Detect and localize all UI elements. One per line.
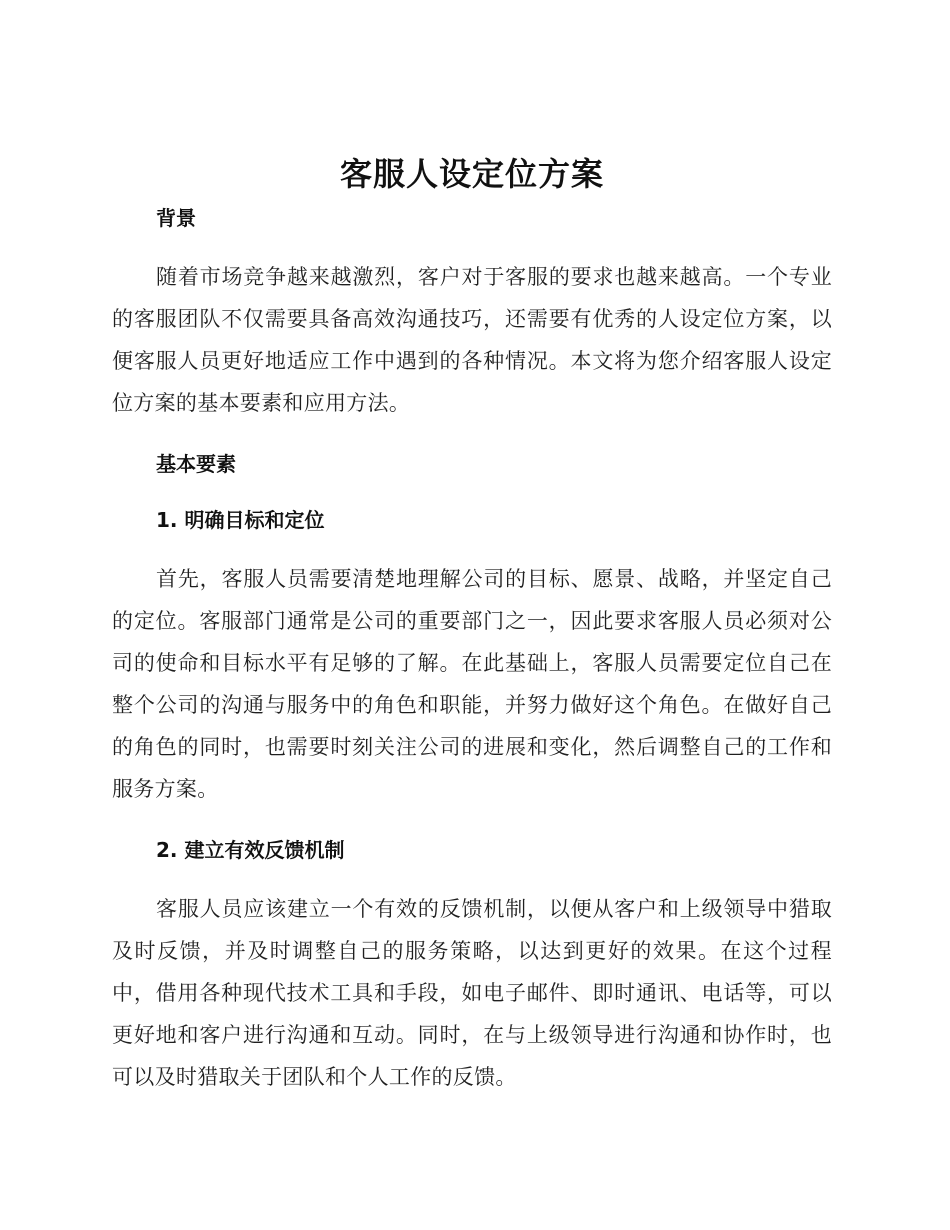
- spacer: [112, 246, 832, 256]
- section-heading-feedback-mechanism: 2. 建立有效反馈机制: [156, 838, 345, 862]
- spacer: [112, 810, 832, 822]
- section-heading-basic-elements: 基本要素: [156, 452, 236, 476]
- paragraph-feedback-mechanism: 客服人员应该建立一个有效的反馈机制，以便从客户和上级领导中猎取及时反馈，并及时调整自己的服务策略，以达到更好的效果。在这个过程中，借用各种现代技术工具和手段，如电子邮件、即时通讯、电话等，可以更好地和客户进行沟通和互动。同时，在与上级领导进行沟通和协作时，也可以及时猎取关于团队和个人工作的反馈。: [112, 897, 832, 1089]
- spacer: [112, 424, 832, 436]
- paragraph-goal-positioning: 首先，客服人员需要清楚地理解公司的目标、愿景、战略，并坚定自己的定位。客服部门通常是公司的重要部门之一，因此要求客服人员必须对公司的使命和目标水平有足够的了解。在此基础上，客服人员需要定位自己在整个公司的沟通与服务中的角色和职能，并努力做好这个角色。在做好自己的角色的同时，也需要时刻关注公司的进展和变化，然后调整自己的工作和服务方案。: [112, 567, 832, 801]
- document-title: 客服人设定位方案: [339, 155, 604, 193]
- document-body: [112, 150, 832, 1098]
- section-heading-goal-positioning: 1. 明确目标和定位: [156, 508, 325, 532]
- spacer: [112, 878, 832, 888]
- spacer: [112, 548, 832, 558]
- paragraph-background: 随着市场竞争越来越激烈，客户对于客服的要求也越来越高。一个专业的客服团队不仅需要具备高效沟通技巧，还需要有优秀的人设定位方案，以便客服人员更好地适应工作中遇到的各种情况。本文将为您介绍客服人设定位方案的基本要素和应用方法。: [112, 265, 832, 415]
- section-heading-background: 背景: [156, 206, 196, 230]
